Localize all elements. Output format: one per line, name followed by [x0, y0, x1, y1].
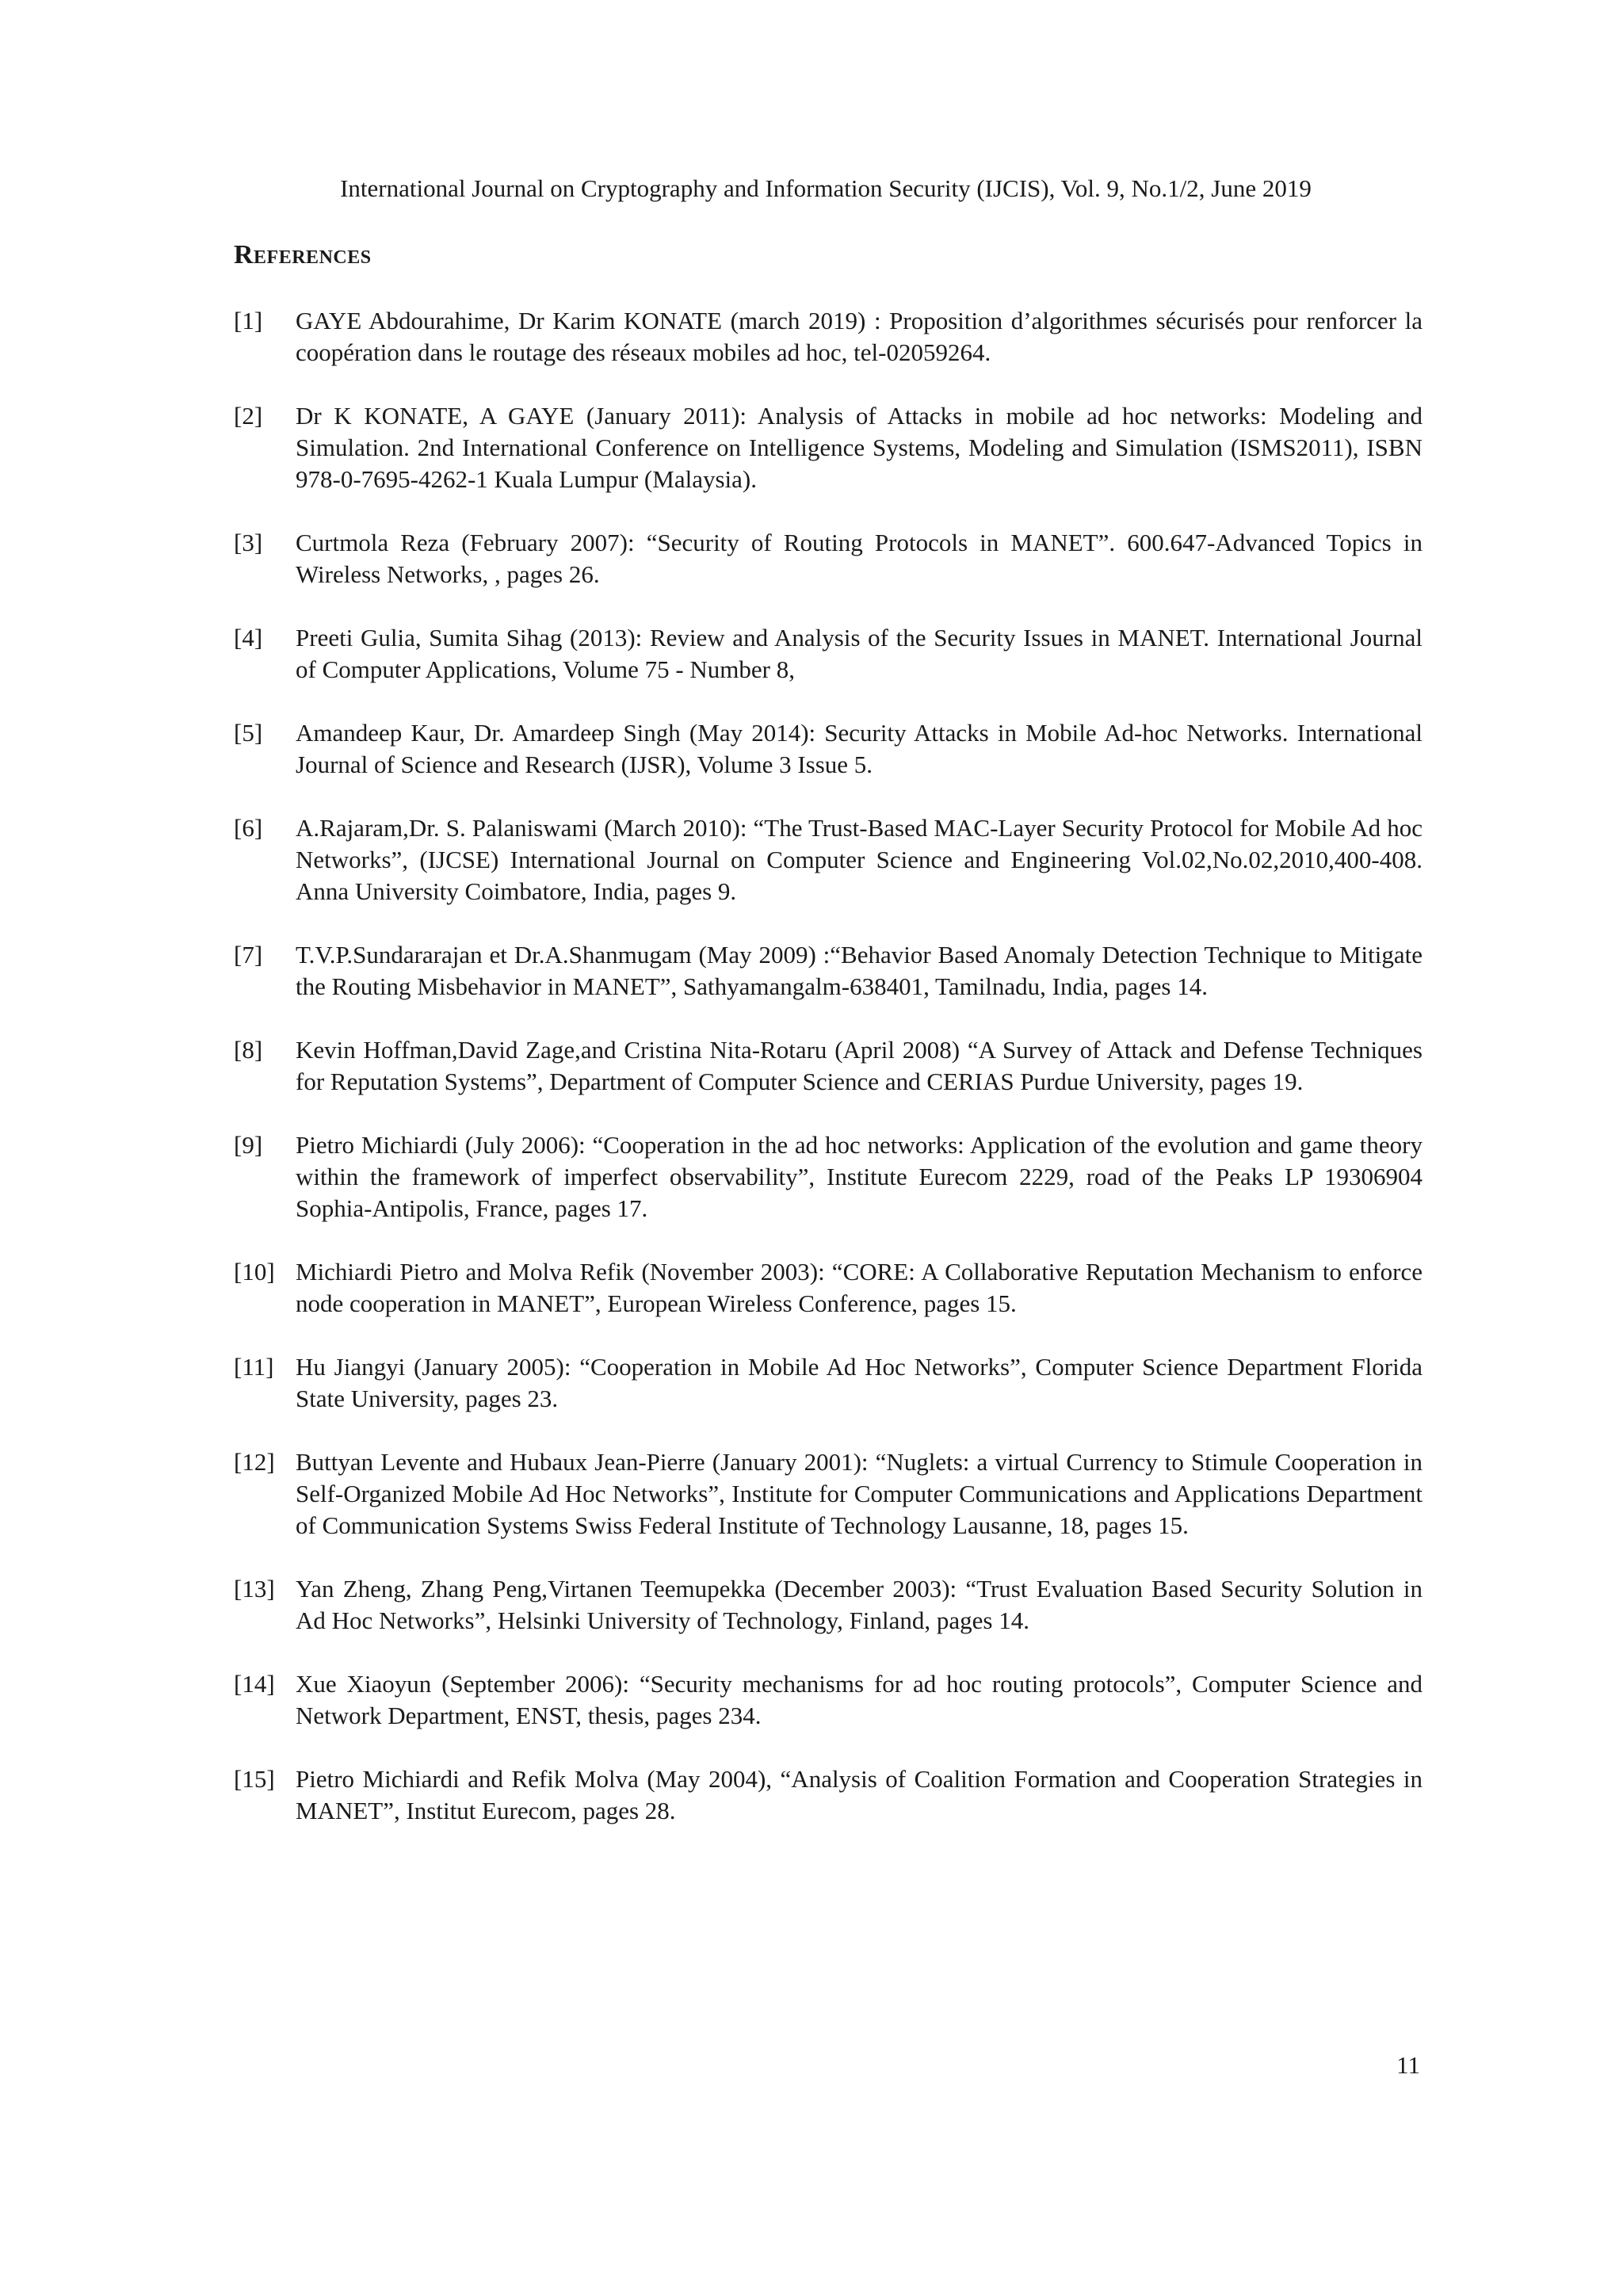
reference-text: Hu Jiangyi (January 2005): “Cooperation in Mobile Ad Hoc Networks”, Computer Science Department Florida State University, pages 23.: [296, 1353, 1423, 1412]
reference-text: Pietro Michiardi (July 2006): “Cooperation in the ad hoc networks: Application of the evolution and game theory within the framework of imperfect observability”, Institute Eurecom 2229, road of the Peaks LP 19306904 Sophia-Antipolis, France, pages 17.: [296, 1131, 1423, 1222]
reference-number: [10]: [234, 1258, 275, 1286]
reference-number: [14]: [234, 1670, 275, 1698]
reference-item-10: [234, 1256, 1423, 1320]
reference-number: [9]: [234, 1131, 263, 1159]
reference-item-11: [234, 1351, 1423, 1415]
reference-item-8: [234, 1034, 1423, 1098]
reference-number: [4]: [234, 624, 263, 651]
reference-text: GAYE Abdourahime, Dr Karim KONATE (march 2019) : Proposition d’algorithmes sécurisés pour renforcer la coopération dans le routage des réseaux mobiles ad hoc, tel-02059264.: [296, 307, 1423, 366]
reference-number: [2]: [234, 402, 263, 430]
reference-number: [13]: [234, 1575, 275, 1603]
reference-text: Preeti Gulia, Sumita Sihag (2013): Review and Analysis of the Security Issues in MANET. International Journal of Computer Applications, Volume 75 - Number 8,: [296, 624, 1423, 683]
reference-item-5: [234, 717, 1423, 781]
reference-text: A.Rajaram,Dr. S. Palaniswami (March 2010): “The Trust-Based MAC-Layer Security Protocol for Mobile Ad hoc Networks”, (IJCSE) International Journal on Computer Science and Engineering Vol.02,No.02,2010,400-408. Anna University Coimbatore, India, pages 9.: [296, 814, 1423, 905]
section-heading-references: References: [234, 240, 372, 269]
page-number: 11: [1396, 2051, 1420, 2079]
reference-item-9: [234, 1129, 1423, 1224]
reference-number: [8]: [234, 1036, 263, 1064]
reference-text: Dr K KONATE, A GAYE (January 2011): Analysis of Attacks in mobile ad hoc networks: Modeling and Simulation. 2nd International Conference on Intelligence Systems, Modeling and Simulation (ISMS2011), ISBN 978-0-7695-4262-1 Kuala Lumpur (Malaysia).: [296, 402, 1423, 493]
reference-text: T.V.P.Sundararajan et Dr.A.Shanmugam (May 2009) :“Behavior Based Anomaly Detection Technique to Mitigate the Routing Misbehavior in MANET”, Sathyamangalm-638401, Tamilnadu, India, pages 14.: [296, 941, 1423, 1000]
reference-number: [7]: [234, 941, 263, 968]
reference-text: Buttyan Levente and Hubaux Jean-Pierre (January 2001): “Nuglets: a virtual Currency to Stimule Cooperation in Self-Organized Mobile Ad Hoc Networks”, Institute for Computer Communications and Applications Department of Communication Systems Swiss Federal Institute of Technology Lausanne, 18, pages 15.: [296, 1448, 1423, 1539]
reference-number: [1]: [234, 307, 263, 334]
reference-text: Pietro Michiardi and Refik Molva (May 2004), “Analysis of Coalition Formation and Cooperation Strategies in MANET”, Institut Eurecom, pages 28.: [296, 1765, 1423, 1824]
reference-number: [15]: [234, 1765, 275, 1793]
reference-list: [234, 305, 1423, 1859]
running-header: International Journal on Cryptography and Information Security (IJCIS), Vol. 9, No.1/2, June 2019: [340, 174, 1312, 202]
reference-text: Xue Xiaoyun (September 2006): “Security mechanisms for ad hoc routing protocols”, Computer Science and Network Department, ENST, thesis, pages 234.: [296, 1670, 1423, 1729]
reference-item-2: [234, 400, 1423, 495]
reference-number: [3]: [234, 529, 263, 556]
reference-item-13: [234, 1573, 1423, 1637]
reference-item-1: [234, 305, 1423, 369]
reference-item-14: [234, 1668, 1423, 1732]
reference-number: [6]: [234, 814, 263, 842]
reference-text: Yan Zheng, Zhang Peng,Virtanen Teemupekka (December 2003): “Trust Evaluation Based Security Solution in Ad Hoc Networks”, Helsinki University of Technology, Finland, pages 14.: [296, 1575, 1423, 1634]
reference-item-15: [234, 1763, 1423, 1827]
reference-number: [5]: [234, 719, 263, 747]
reference-number: [11]: [234, 1353, 274, 1381]
reference-item-4: [234, 622, 1423, 686]
reference-text: Curtmola Reza (February 2007): “Security of Routing Protocols in MANET”. 600.647-Advanced Topics in Wireless Networks, , pages 26.: [296, 529, 1423, 588]
reference-item-7: [234, 939, 1423, 1003]
reference-text: Kevin Hoffman,David Zage,and Cristina Nita-Rotaru (April 2008) “A Survey of Attack and Defense Techniques for Reputation Systems”, Department of Computer Science and CERIAS Purdue University, pages 19.: [296, 1036, 1423, 1095]
reference-item-3: [234, 527, 1423, 590]
reference-text: Amandeep Kaur, Dr. Amardeep Singh (May 2014): Security Attacks in Mobile Ad-hoc Networks. International Journal of Science and Research (IJSR), Volume 3 Issue 5.: [296, 719, 1423, 778]
reference-item-12: [234, 1446, 1423, 1541]
reference-number: [12]: [234, 1448, 275, 1476]
reference-text: Michiardi Pietro and Molva Refik (November 2003): “CORE: A Collaborative Reputation Mechanism to enforce node cooperation in MANET”, European Wireless Conference, pages 15.: [296, 1258, 1423, 1317]
reference-item-6: [234, 812, 1423, 907]
